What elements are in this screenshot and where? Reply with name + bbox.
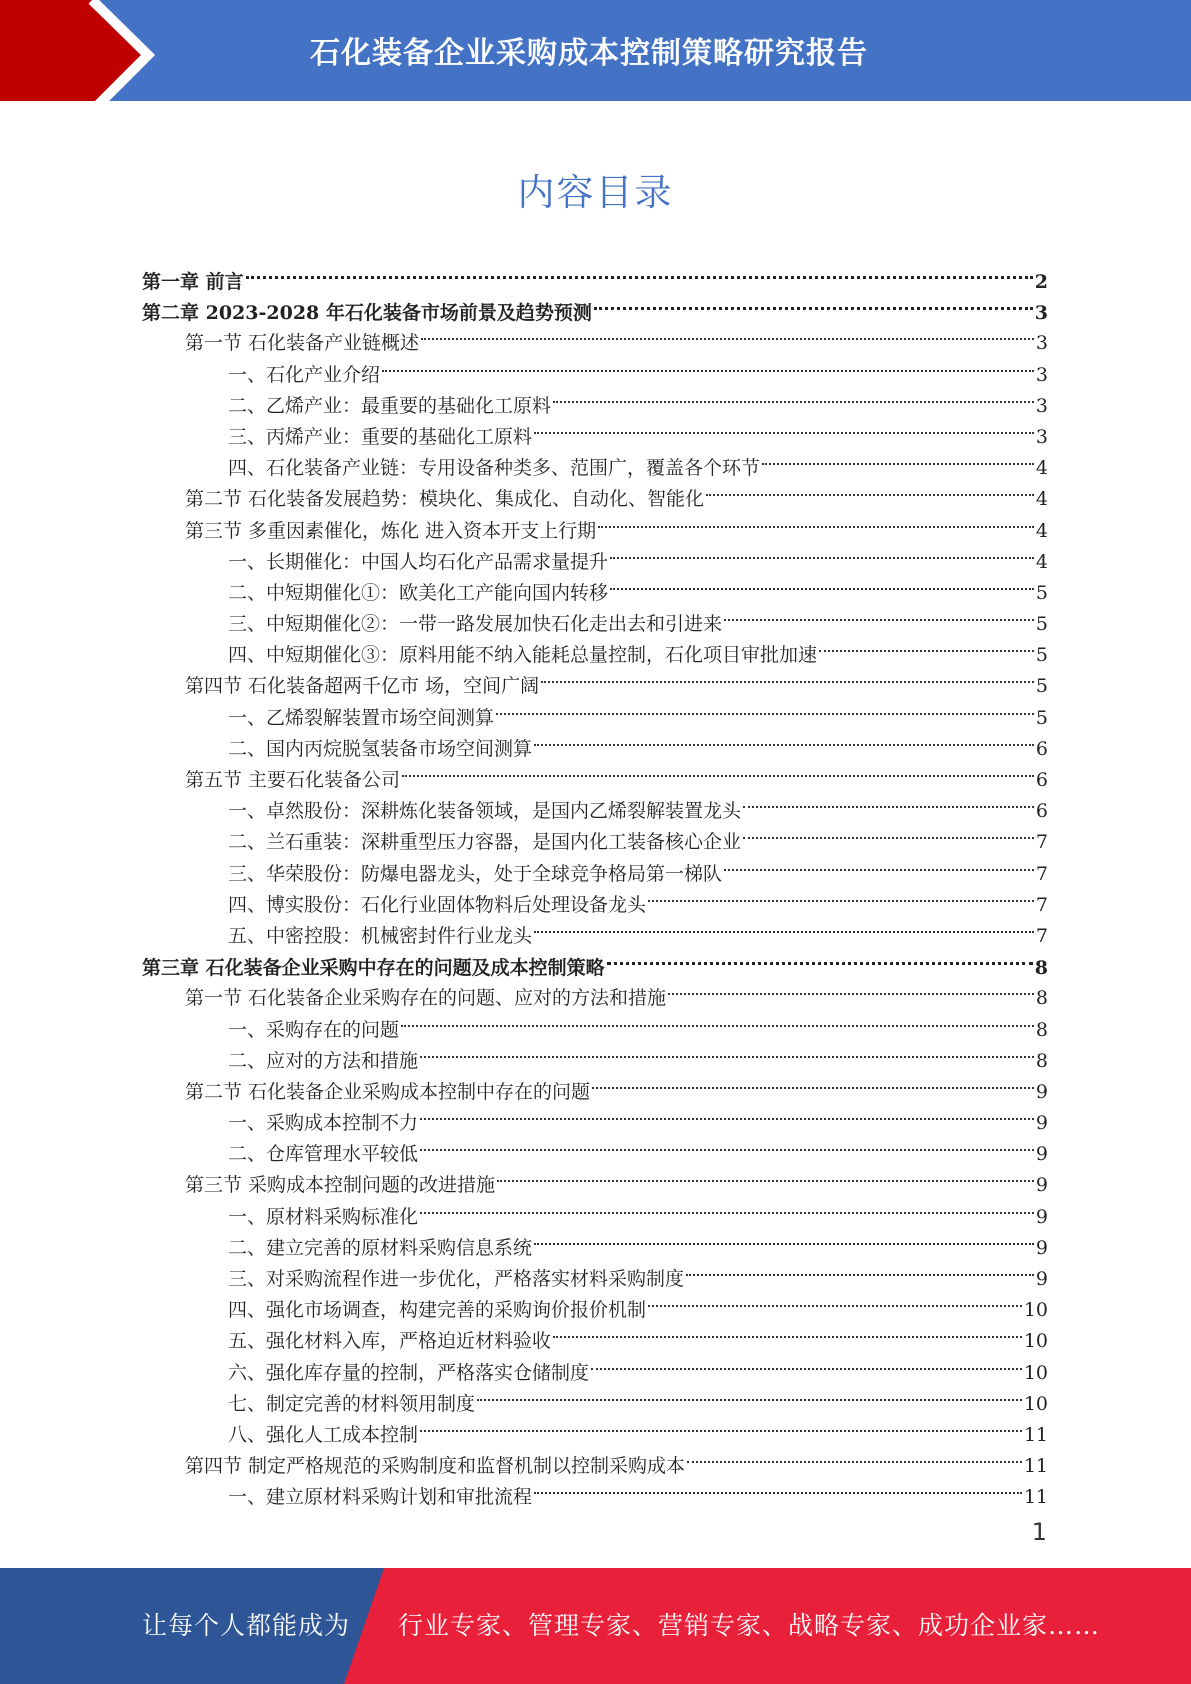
toc-entry-page: 8 — [1035, 1018, 1048, 1041]
toc-entry-page: 6 — [1035, 800, 1048, 823]
toc-entry-text: 二、中短期催化①：欧美化工产能向国内转移 — [228, 581, 609, 604]
toc-leader-dots — [592, 1056, 1034, 1089]
page-footer — [0, 1568, 1191, 1684]
toc-leader-dots — [724, 588, 1034, 621]
toc-entry-text: 一、采购成本控制不力 — [228, 1112, 419, 1135]
toc-entry-text: 第四节 制定严格规范的采购制度和监督机制以控制采购成本 — [185, 1455, 686, 1478]
page-header — [0, 0, 1191, 111]
toc-leader-dots — [420, 1181, 1034, 1214]
toc-leader-dots — [819, 619, 1034, 652]
toc-entry-page: 4 — [1035, 488, 1048, 511]
toc-entry-text: 一、原材料采购标准化 — [228, 1205, 419, 1228]
toc-leader-dots — [420, 1399, 1022, 1432]
toc-entry-text: 第四节 石化装备超两千亿市 场，空间广阔 — [185, 675, 540, 698]
toc-entry-text: 四、中短期催化③：原料用能不纳入能耗总量控制，石化项目审批加速 — [228, 644, 818, 667]
toc-entry-text: 三、华荣股份：防爆电器龙头，处于全球竞争格局第一梯队 — [228, 862, 723, 885]
toc-entry-page: 9 — [1035, 1205, 1048, 1228]
toc-entry-page: 3 — [1035, 363, 1048, 386]
toc-title: 内容目录 — [517, 171, 674, 214]
toc-leader-dots — [496, 682, 1034, 715]
toc-entry-text: 第二节 石化装备发展趋势：模块化、集成化、自动化、智能化 — [185, 488, 705, 511]
toc-entry-text: 第三节 多重因素催化，炼化 进入资本开支上行期 — [185, 519, 597, 542]
toc-entry-text: 第三章 石化装备企业采购中存在的问题及成本控制策略 — [142, 957, 605, 980]
toc-leader-dots — [687, 1430, 1022, 1463]
header-bottom-gap — [0, 101, 1191, 111]
toc-leader-dots — [743, 806, 1034, 839]
toc-entry-page: 3 — [1035, 332, 1048, 355]
toc-entry-text: 二、国内丙烷脱氢装备市场空间测算 — [228, 737, 533, 760]
toc-entry-text: 第二章 2023-2028 年石化装备市场前景及趋势预测 — [142, 302, 592, 325]
toc-entry-page: 5 — [1035, 706, 1048, 729]
toc-leader-dots — [402, 744, 1034, 777]
toc-entry-text: 二、应对的方法和措施 — [228, 1049, 419, 1072]
toc-leader-dots — [598, 495, 1034, 528]
toc-entry-page: 10 — [1023, 1330, 1048, 1353]
toc-entry-page: 7 — [1035, 924, 1048, 947]
toc-leader-dots — [594, 276, 1033, 310]
toc-entry-page: 6 — [1035, 769, 1048, 791]
toc-entry-text: 二、仓库管理水平较低 — [228, 1143, 419, 1166]
toc-entry-page: 9 — [1035, 1112, 1048, 1135]
toc-entry-page: 4 — [1035, 550, 1048, 573]
toc-leader-dots — [534, 401, 1034, 434]
toc-entry-page: 7 — [1035, 831, 1048, 854]
toc-entry-page: 10 — [1023, 1361, 1048, 1384]
toc-leader-dots — [382, 339, 1034, 372]
toc-leader-dots — [534, 1212, 1034, 1245]
table-of-contents — [142, 254, 1048, 1509]
toc-entry-page: 11 — [1023, 1486, 1048, 1509]
toc-entry-text: 七、制定完善的材料领用制度 — [228, 1392, 476, 1415]
toc-entry-page: 6 — [1035, 737, 1048, 760]
toc-leader-dots — [648, 869, 1034, 902]
footer-slogan-right: 行业专家、管理专家、营销专家、战略专家、成功企业家…… — [398, 1611, 1101, 1640]
toc-entry-page: 5 — [1035, 613, 1048, 636]
toc-leader-dots — [420, 1025, 1034, 1058]
toc-entry-page: 7 — [1035, 893, 1048, 916]
toc-leader-dots — [553, 1305, 1022, 1338]
toc-entry-page: 3 — [1035, 394, 1048, 417]
toc-leader-dots — [591, 1337, 1022, 1370]
toc-leader-dots — [706, 463, 1034, 496]
toc-entry-text: 第一节 石化装备企业采购存在的问题、应对的方法和措施 — [185, 987, 667, 1010]
header-red-chevron — [0, 0, 150, 111]
toc-leader-dots — [497, 1149, 1034, 1182]
toc-entry-text: 一、乙烯裂解装置市场空间测算 — [228, 706, 495, 729]
toc-entry-page: 5 — [1035, 644, 1048, 667]
toc-entry-text: 五、强化材料入库，严格迫近材料验收 — [228, 1330, 552, 1353]
toc-entry-text: 二、兰石重装：深耕重型压力容器，是国内化工装备核心企业 — [228, 831, 742, 854]
toc-entry-page: 9 — [1035, 1143, 1048, 1166]
header-title: 石化装备企业采购成本控制策略研究报告 — [310, 36, 868, 71]
toc-leader-dots — [420, 1118, 1034, 1151]
toc-entry-page: 4 — [1035, 519, 1048, 542]
toc-leader-dots — [607, 931, 1033, 965]
toc-leader-dots — [534, 1461, 1022, 1494]
footer-slogan-left: 让每个人都能成为 — [142, 1611, 351, 1640]
toc-leader-dots — [534, 713, 1034, 746]
toc-leader-dots — [421, 307, 1034, 340]
toc-entry-text: 四、博实股份：石化行业固体物料后处理设备龙头 — [228, 893, 647, 916]
toc-entry-page: 8 — [1035, 1049, 1048, 1072]
toc-entry-page: 10 — [1023, 1299, 1048, 1322]
toc-leader-dots — [401, 994, 1034, 1027]
toc-entry-text: 一、采购存在的问题 — [228, 1018, 400, 1041]
toc-entry-text: 第二节 石化装备企业采购成本控制中存在的问题 — [185, 1080, 591, 1103]
toc-entry-page: 5 — [1035, 675, 1048, 698]
toc-entry-text: 三、对采购流程作进一步优化，严格落实材料采购制度 — [228, 1268, 685, 1290]
toc-leader-dots — [724, 838, 1034, 871]
toc-entry-text: 三、丙烯产业：重要的基础化工原料 — [228, 425, 533, 448]
toc-entry-text: 四、强化市场调查，构建完善的采购询价报价机制 — [228, 1299, 647, 1322]
toc-entry-page: 7 — [1035, 862, 1048, 885]
toc-leader-dots — [668, 962, 1034, 995]
toc-entry-page: 9 — [1035, 1236, 1048, 1259]
toc-leader-dots — [743, 775, 1034, 808]
toc-entry-page: 2 — [1034, 271, 1048, 293]
toc-entry-text: 第五节 主要石化装备公司 — [185, 769, 401, 791]
toc-leader-dots — [541, 650, 1034, 683]
toc-entry-page: 4 — [1035, 457, 1048, 480]
toc-entry-page: 10 — [1023, 1392, 1048, 1415]
toc-entry-text: 八、强化人工成本控制 — [228, 1423, 419, 1446]
toc-entry-text: 一、卓然股份：深耕炼化装备领域，是国内乙烯裂解装置龙头 — [228, 800, 742, 823]
toc-leader-dots — [477, 1368, 1022, 1401]
toc-entry-text: 第三节 采购成本控制问题的改进措施 — [185, 1174, 496, 1197]
toc-entry-text: 一、长期催化：中国人均石化产品需求量提升 — [228, 550, 609, 573]
toc-leader-dots — [246, 245, 1033, 279]
toc-entry-text: 二、建立完善的原材料采购信息系统 — [228, 1236, 533, 1259]
toc-entry-text: 第一节 石化装备产业链概述 — [185, 332, 420, 355]
toc-entry-page: 8 — [1035, 987, 1048, 1010]
toc-entry-text: 三、中短期催化②：一带一路发展加快石化走出去和引进来 — [228, 613, 723, 636]
toc-leader-dots — [420, 1087, 1034, 1120]
toc-entry-page: 9 — [1035, 1174, 1048, 1197]
toc-entry-page: 9 — [1035, 1268, 1048, 1290]
toc-leader-dots — [553, 370, 1034, 403]
toc-entry-page: 3 — [1035, 425, 1048, 448]
toc-leader-dots — [534, 900, 1034, 933]
toc-entry-text: 二、乙烯产业：最重要的基础化工原料 — [228, 394, 552, 417]
toc-entry-page: 5 — [1035, 581, 1048, 604]
toc-entry-page: 8 — [1034, 957, 1048, 980]
toc-entry-text: 五、中密控股：机械密封件行业龙头 — [228, 924, 533, 947]
toc-entry-page: 11 — [1023, 1423, 1048, 1446]
toc-entry-page: 11 — [1023, 1455, 1048, 1478]
toc-entry-text: 一、石化产业介绍 — [228, 363, 381, 386]
toc-leader-dots — [610, 557, 1034, 590]
toc-entry-text: 四、石化装备产业链：专用设备种类多、范围广，覆盖各个环节 — [228, 457, 761, 480]
toc-entry-text: 六、强化库存量的控制，严格落实仓储制度 — [228, 1361, 590, 1384]
toc-entry-page: 3 — [1034, 302, 1048, 325]
page-number: 1 — [1031, 1518, 1047, 1546]
toc-leader-dots — [610, 526, 1034, 559]
toc-entry-text: 一、建立原材料采购计划和审批流程 — [228, 1486, 533, 1509]
toc-leader-dots — [686, 1243, 1034, 1276]
toc-entry-text: 第一章 前言 — [142, 271, 244, 293]
toc-entry-page: 9 — [1035, 1080, 1048, 1103]
toc-leader-dots — [762, 432, 1034, 465]
toc-leader-dots — [648, 1274, 1022, 1307]
